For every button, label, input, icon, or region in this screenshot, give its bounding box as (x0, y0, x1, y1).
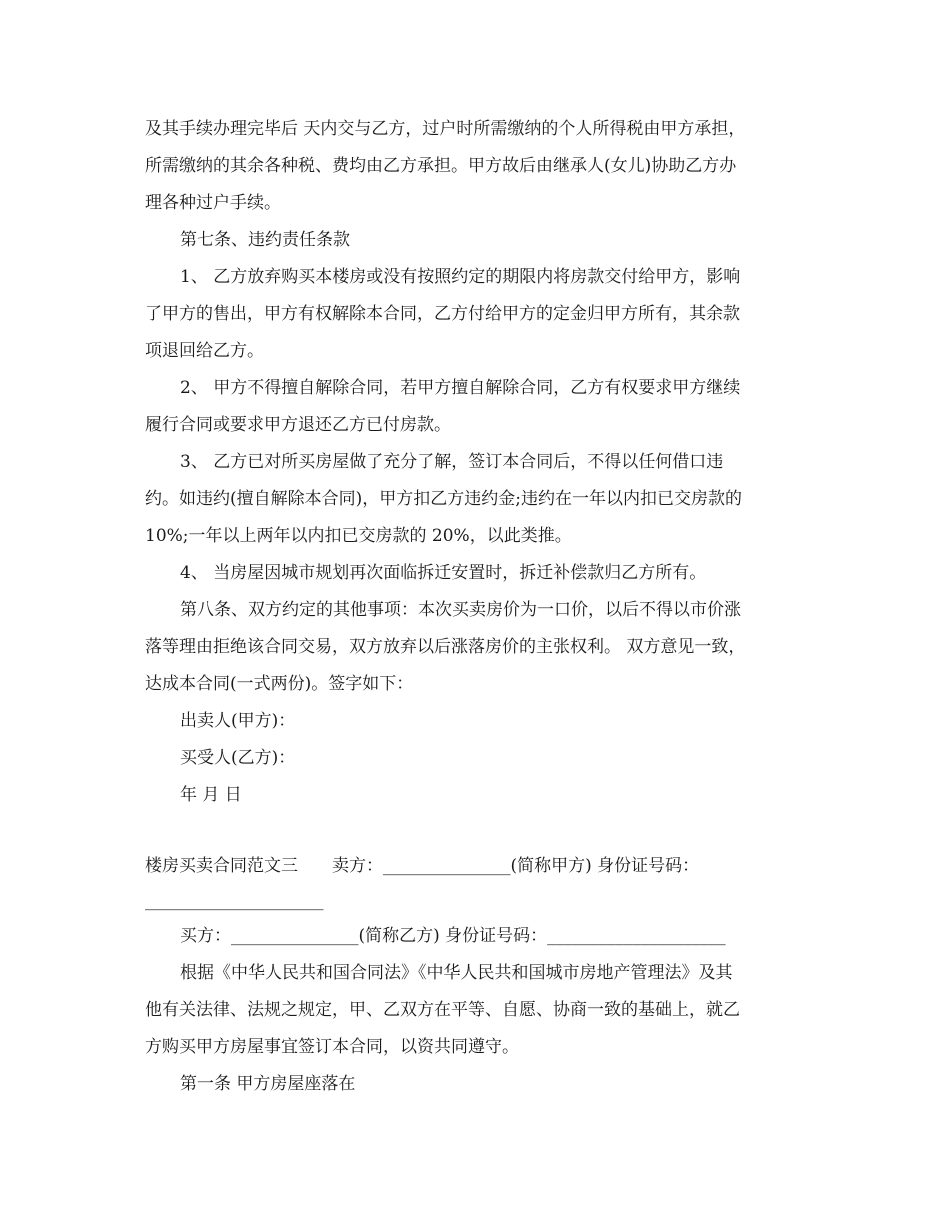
text-line: 他有关法律、法规之规定，甲、乙双方在平等、自愿、协商一致的基础上，就乙 (145, 1000, 740, 1020)
text-line: 履行合同或要求甲方退还乙方已付房款。 (145, 415, 451, 435)
text-line: 达成本合同(一式两份)。签字如下： (145, 674, 414, 694)
text-line: 2、 甲方不得擅自解除合同，若甲方擅自解除合同，乙方有权要求甲方继续 (180, 378, 741, 398)
blank-line: _____________________ (145, 891, 324, 911)
contract-title-line: 楼房买卖合同范文三 卖方：_______________(简称甲方) 身份证号码： (145, 856, 700, 876)
text-line: 4、 当房屋因城市规划再次面临拆迁安置时，拆迁补偿款归乙方所有。 (180, 563, 707, 583)
text-line: 了甲方的售出，甲方有权解除本合同，乙方付给甲方的定金归甲方所有，其余款 (145, 304, 740, 324)
text-line: 理各种过户手续。 (145, 193, 281, 213)
text-line: 及其手续办理完毕后 天内交与乙方，过户时所需缴纳的个人所得税由甲方承担， (145, 119, 746, 139)
text-line: 3、 乙方已对所买房屋做了充分了解，签订本合同后，不得以任何借口违 (180, 452, 724, 472)
text-line: 1、 乙方放弃购买本楼房或没有按照约定的期限内将房款交付给甲方，影响 (180, 267, 741, 287)
section-heading: 第七条、违约责任条款 (180, 230, 350, 250)
section-heading: 第八条、双方约定的其他事项：本次买卖房价为一口价，以后不得以市价涨 (180, 600, 741, 620)
section-heading: 第一条 甲方房屋座落在 (180, 1074, 356, 1094)
text-line: 落等理由拒绝该合同交易，双方放弃以后涨落房价的主张权利。 双方意见一致， (145, 637, 746, 657)
text-line: 项退回给乙方。 (145, 341, 264, 361)
text-line: 根据《中华人民共和国合同法》《中华人民共和国城市房地产管理法》及其 (180, 963, 733, 983)
text-line: 10%;一年以上两年以内扣已交房款的 20%，以此类推。 (145, 526, 572, 546)
date-label: 年 月 日 (180, 785, 242, 805)
buyer-line: 买方：_______________(简称乙方) 身份证号码：_____________________ (180, 926, 726, 946)
text-line: 约。如违约(擅自解除本合同)，甲方扣乙方违约金;违约在一年以内扣已交房款的 (145, 489, 742, 509)
text-line: 方购买甲方房屋事宜签订本合同，以资共同遵守。 (145, 1037, 519, 1057)
seller-signature-label: 出卖人(甲方)： (180, 711, 296, 731)
text-line: 所需缴纳的其余各种税、费均由乙方承担。甲方故后由继承人(女儿)协助乙方办 (145, 156, 737, 176)
buyer-signature-label: 买受人(乙方)： (180, 748, 296, 768)
